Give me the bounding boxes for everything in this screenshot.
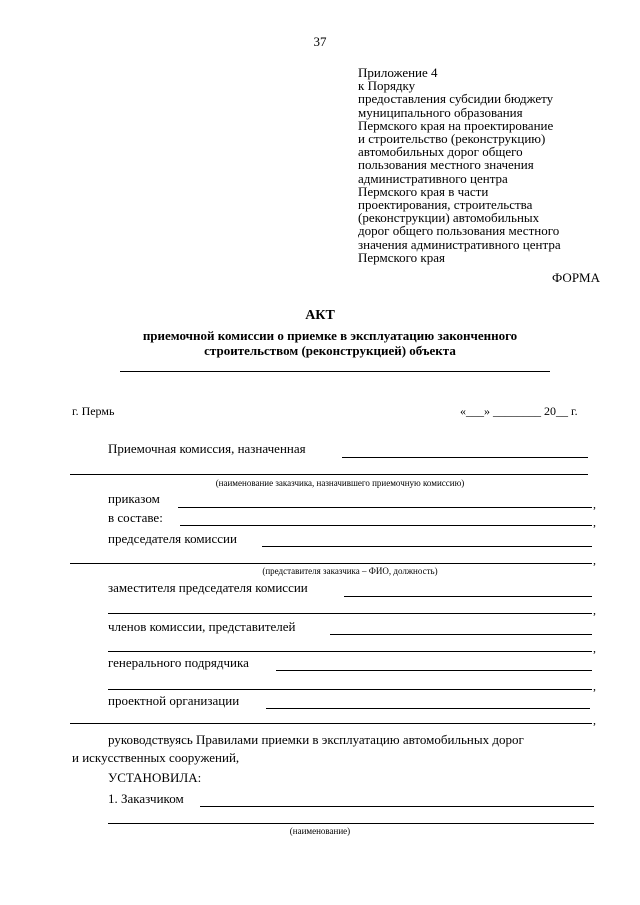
members-label: членов комиссии, представителей (108, 619, 296, 634)
order-label: приказом (108, 491, 160, 506)
appendix-line: Пермского края в части (358, 183, 489, 199)
appendix-line: пользования местного значения (358, 157, 534, 173)
comma: , (593, 679, 596, 693)
appendix-line: к Порядку (358, 78, 416, 94)
appendix-line: предоставления субсидии бюджету (358, 91, 554, 107)
item1-hint: (наименование) (289, 826, 351, 836)
appendix-line: Приложение 4 (358, 65, 438, 80)
rules-text-line-1: руководствуясь Правилами приемки в эксплуатацию автомобильных дорог (108, 732, 524, 747)
commission-label: Приемочная комиссия, назначенная (108, 441, 306, 456)
comma: , (593, 713, 596, 727)
page-number: 37 (313, 34, 327, 49)
comma: , (593, 515, 596, 529)
comma: , (593, 603, 596, 617)
appendix-line: дорог общего пользования местного (358, 223, 560, 239)
appendix-line: Пермского края на проектирование (358, 117, 554, 133)
act-subtitle: приемочной комиссии о приемке в эксплуатацию законченного строительством (реконструкцией) объекта (142, 328, 518, 358)
chairman-line-2[interactable] (70, 563, 592, 564)
appendix-block (358, 66, 628, 264)
item1-label: 1. Заказчиком (108, 791, 184, 806)
item1-line-2[interactable] (108, 823, 594, 824)
members-line-2[interactable] (108, 651, 592, 652)
appendix-line: автомобильных дорог общего (358, 144, 523, 160)
act-date[interactable]: «___» ________ 20__ г. (460, 404, 578, 418)
contractor-line-2[interactable] (108, 689, 592, 690)
item1-line[interactable] (200, 806, 594, 807)
appendix-line: проектирования, строительства (358, 197, 533, 213)
comma: , (593, 497, 596, 511)
commission-line[interactable] (342, 457, 588, 458)
act-title: АКТ (305, 308, 335, 323)
commission-hint: (наименование заказчика, назначившего приемочную комиссию) (215, 478, 465, 488)
comma: , (593, 641, 596, 655)
object-name-line[interactable] (120, 371, 550, 372)
appendix-line: административного центра (358, 170, 508, 186)
composition-label: в составе: (108, 510, 163, 525)
appendix-line: Пермского края (358, 249, 445, 265)
deputy-label: заместителя председателя комиссии (108, 580, 308, 595)
design-org-line[interactable] (266, 708, 590, 709)
chairman-hint: (представителя заказчика – ФИО, должность) (262, 566, 438, 576)
deputy-line-2[interactable] (108, 613, 592, 614)
appendix-line: значения административного центра (358, 236, 561, 252)
design-org-label: проектной организации (108, 693, 240, 708)
order-line[interactable] (178, 507, 592, 508)
commission-line-2[interactable] (70, 474, 588, 475)
composition-line[interactable] (180, 525, 592, 526)
deputy-line[interactable] (344, 596, 592, 597)
appendix-line: (реконструкции) автомобильных (358, 210, 540, 226)
members-line[interactable] (330, 634, 592, 635)
contractor-line[interactable] (276, 670, 592, 671)
rules-text-line-2: и искусственных сооружений, (72, 750, 240, 765)
chairman-line[interactable] (262, 546, 592, 547)
comma: , (593, 553, 596, 567)
appendix-line: и строительство (реконструкцию) (358, 131, 546, 147)
appendix-line: муниципального образования (358, 104, 523, 120)
contractor-label: генерального подрядчика (108, 655, 249, 670)
design-org-line-2[interactable] (70, 723, 592, 724)
chairman-label: председателя комиссии (108, 531, 237, 546)
established-label: УСТАНОВИЛА: (108, 770, 202, 785)
form-label: ФОРМА (552, 270, 600, 285)
city: г. Пермь (72, 404, 115, 418)
